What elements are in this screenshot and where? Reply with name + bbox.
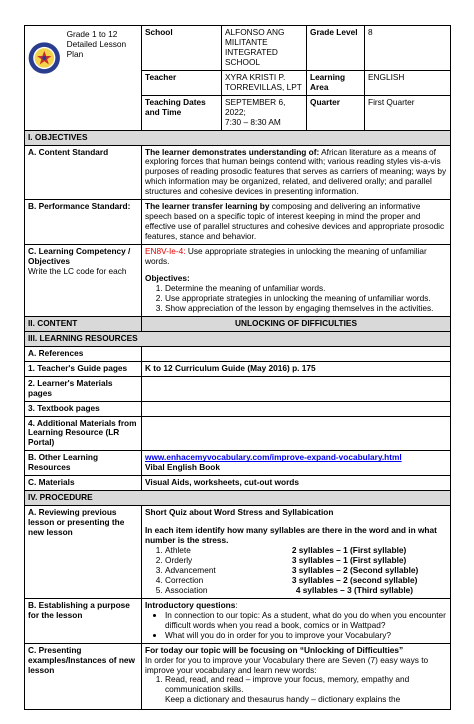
textbook-pages-label: 3. Textbook pages	[25, 401, 142, 416]
procedure-heading: IV. PROCEDURE	[25, 491, 451, 506]
teacher-label: Teacher	[142, 70, 222, 95]
doc-title: Grade 1 to 12 Detailed Lesson Plan	[66, 29, 127, 59]
content-value: UNLOCKING OF DIFFICULTIES	[142, 316, 451, 331]
quiz-item	[165, 586, 447, 596]
deped-seal-icon	[28, 28, 61, 88]
objectives-title: Objectives:	[145, 273, 190, 284]
content-standard-lead: The learner demonstrates understanding of:	[145, 146, 320, 157]
content-standard-label: A. Content Standard	[25, 145, 142, 200]
teachers-guide-label: 1. Teacher's Guide pages	[25, 361, 142, 376]
vocabulary-way: 2. Keep a dictionary and thesaurus handy – dictionary explains the	[165, 695, 447, 707]
procedure-a-label: A. Reviewing previous lesson or presenting the new lesson	[25, 506, 142, 599]
topic-intro: In order for you to improve your Vocabulary there are Seven (7) easy ways to improve your vocabulary and learn new words:	[145, 654, 429, 675]
other-resources-label: B. Other Learning Resources	[25, 451, 142, 476]
quiz-list	[145, 546, 447, 596]
resource-link[interactable]: www.enhacemyvocabulary.com/improve-expand-vocabulary.html	[145, 452, 402, 463]
objective-item: 1. Determine the meaning of unfamiliar words.	[165, 284, 447, 294]
performance-standard-value	[142, 200, 451, 245]
grade-value: 8	[365, 26, 451, 71]
quiz-answer: 3 syllables – 2 (Second syllable)	[291, 564, 419, 575]
lc-code: EN8V-Ie-4:	[145, 246, 186, 257]
resources-heading: III. LEARNING RESOURCES	[25, 331, 451, 346]
objective-item: 3. Show appreciation of the lesson by engaging themselves in the activities.	[165, 304, 447, 314]
dates-label: Teaching Dates and Time	[142, 95, 222, 130]
content-standard-text: African literature as a means of exploring forces that human beings contend with; various reading styles vis-a-vis purposes of reading prosodic features that serves as carriers of meaning; ways by which information may be organized, related, and delivered orally; and parallel structures and cohesive devices in presenting information.	[145, 146, 447, 197]
quiz-title: Short Quiz about Word Stress and Syllabication	[145, 507, 334, 518]
school-value: ALFONSO ANG MILITANTE INTEGRATED SCHOOL	[222, 26, 307, 71]
additional-materials-value	[142, 416, 451, 451]
procedure-c-label: C. Presenting examples/Instances of new lesson	[25, 643, 142, 710]
quiz-answer: 2 syllables – 1 (First syllable)	[291, 545, 407, 556]
quiz-answer: 3 syllables – 2 (second syllable)	[291, 574, 418, 585]
quarter-label: Quarter	[307, 95, 365, 130]
teacher-value: XYRA KRISTI P. TORREVILLAS, LPT	[222, 70, 307, 95]
competency-value	[142, 245, 451, 317]
procedure-a-value	[142, 506, 451, 599]
intro-questions-title: Introductory questions	[145, 599, 236, 610]
objective-item: 2. Use appropriate strategies in unlocking the meaning of unfamiliar words.	[165, 294, 447, 304]
procedure-c-value	[142, 643, 451, 710]
competency-note: Write the LC code for each	[28, 266, 127, 277]
quiz-answer: 3 syllables – 1 (First syllable)	[291, 554, 407, 565]
procedure-b-label: B. Establishing a purpose for the lesson	[25, 598, 142, 643]
references-value	[142, 346, 451, 361]
performance-standard-text: composing and delivering an informative speech based on a specific topic of interest keeping in mind the proper and effective use of parallel structures and cohesive devices and appropriate prosodic features, stance and behavior.	[145, 201, 445, 242]
grade-label: Grade Level	[307, 26, 365, 71]
intro-question: • In connection to our topic: As a student, what do you do when you encounter difficult words when you read a book, comics or in Wattpad?	[165, 611, 447, 631]
intro-questions-colon: :	[235, 599, 238, 610]
learners-materials-value	[142, 376, 451, 401]
resource-book: Vibal English Book	[145, 462, 220, 473]
teachers-guide-value: K to 12 Curriculum Guide (May 2016) p. 175	[142, 361, 451, 376]
additional-materials-label: 4. Additional Materials from Learning Resource (LR Portal)	[25, 416, 142, 451]
performance-standard-label: B. Performance Standard:	[25, 200, 142, 245]
objectives-heading: I. OBJECTIVES	[25, 130, 451, 145]
materials-label: C. Materials	[25, 476, 142, 491]
intro-questions-list	[145, 611, 447, 641]
materials-value: Visual Aids, worksheets, cut-out words	[142, 476, 451, 491]
other-resources-value	[142, 451, 451, 476]
topic-focus: For today our topic will be focusing on “Unlocking of Difficulties”	[145, 644, 404, 655]
learners-materials-label: 2. Learner's Materials pages	[25, 376, 142, 401]
quiz-word: 5. Association	[165, 584, 208, 595]
vocabulary-ways-list	[145, 675, 447, 707]
quarter-value: First Quarter	[365, 95, 451, 130]
quiz-word: 1. Athlete	[165, 545, 191, 556]
intro-question: • What will you do in order for you to improve your Vocabulary?	[165, 631, 447, 641]
quiz-word: 2. Orderly	[165, 554, 193, 565]
school-label: School	[142, 26, 222, 71]
content-standard-value	[142, 145, 451, 200]
lc-text: Use appropriate strategies in unlocking the meaning of unfamiliar words.	[145, 246, 427, 267]
area-label: Learning Area	[307, 70, 365, 95]
performance-standard-lead: The learner transfer learning by	[145, 201, 270, 212]
competency-label: C. Learning Competency / Objectives	[28, 246, 131, 267]
competency-label-cell	[25, 245, 142, 317]
quiz-answer: 4 syllables – 3 (Third syllable)	[295, 584, 414, 595]
quiz-word: 4. Correction	[165, 574, 204, 585]
references-label: A. References	[25, 346, 142, 361]
quiz-instruction: In each item identify how many syllables are there in the word and in what number is the stress.	[145, 525, 437, 546]
content-heading: II. CONTENT	[25, 316, 142, 331]
textbook-pages-value	[142, 401, 451, 416]
header-seal-cell	[25, 26, 142, 131]
quiz-word: 3. Advancement	[165, 564, 216, 575]
procedure-b-value	[142, 598, 451, 643]
dates-value: SEPTEMBER 6, 2022; 7:30 – 8:30 AM	[222, 95, 307, 130]
vocabulary-way: 1. Read, read, and read – improve your focus, memory, empathy and communication skills.	[165, 675, 447, 695]
area-value: ENGLISH	[365, 70, 451, 95]
objectives-list	[145, 284, 447, 314]
lesson-plan-table	[24, 25, 451, 710]
